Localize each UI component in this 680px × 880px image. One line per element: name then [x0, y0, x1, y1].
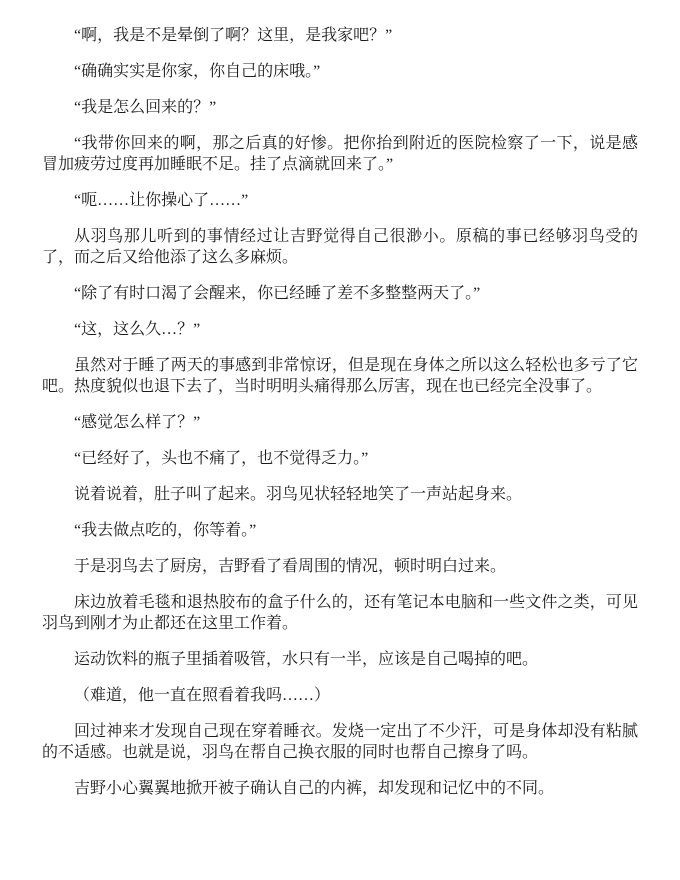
paragraph-dialogue: “已经好了，头也不痛了，也不觉得乏力。” [74, 450, 369, 467]
paragraph-narration: 运动饮料的瓶子里插着吸管，水只有一半，应该是自己喝掉的吧。 [74, 651, 539, 668]
paragraph-narration: 床边放着毛毯和退热胶布的盒子什么的，还有笔记本电脑和一些文件之类，可见羽鸟到刚才为止都还在这里工作着。 [42, 594, 638, 632]
paragraph-dialogue: “我去做点吃的，你等着。” [74, 522, 257, 539]
paragraph-narration: 虽然对于睡了两天的事感到非常惊讶，但是现在身体之所以这么轻松也多亏了它吧。热度貌似也退下去了，当时明明头痛得那么厉害，现在也已经完全没事了。 [42, 357, 638, 395]
paragraph-narration: 从羽鸟那儿听到的事情经过让吉野觉得自己很渺小。原稿的事已经够羽鸟受的了，而之后又给他添了这么多麻烦。 [42, 228, 638, 266]
paragraph-dialogue: “除了有时口渴了会醒来，你已经睡了差不多整整两天了。” [74, 285, 481, 302]
paragraph-dialogue: “这，这么久…？” [74, 321, 201, 338]
paragraph-narration: 说着说着，肚子叫了起来。羽鸟见状轻轻地笑了一声站起身来。 [74, 486, 523, 503]
paragraph-inner-monologue: （难道，他一直在照看着我吗……） [74, 687, 331, 704]
paragraph-dialogue: “确确实实是你家，你自己的床哦。” [74, 63, 321, 80]
paragraph-dialogue: “呃……让你操心了……” [74, 192, 249, 209]
paragraph-narration: 回过神来才发现自己现在穿着睡衣。发烧一定出了不少汗，可是身体却没有粘腻的不适感。也就是说，羽鸟在帮自己换衣服的同时也帮自己擦身了吗。 [42, 723, 638, 761]
paragraph-narration: 吉野小心翼翼地掀开被子确认自己的内裤，却发现和记忆中的不同。 [74, 780, 555, 797]
paragraph-dialogue: “啊，我是不是晕倒了啊？这里，是我家吧？” [74, 27, 393, 44]
paragraph-dialogue: “我是怎么回来的？” [74, 99, 217, 116]
paragraph-dialogue: “感觉怎么样了？” [74, 414, 201, 431]
paragraph-dialogue: “我带你回来的啊，那之后真的好惨。把你抬到附近的医院检察了一下，说是感冒加疲劳过度再加睡眠不足。挂了点滴就回来了。” [42, 135, 638, 173]
paragraph-narration: 于是羽鸟去了厨房，吉野看了看周围的情况，顿时明白过来。 [74, 558, 507, 575]
